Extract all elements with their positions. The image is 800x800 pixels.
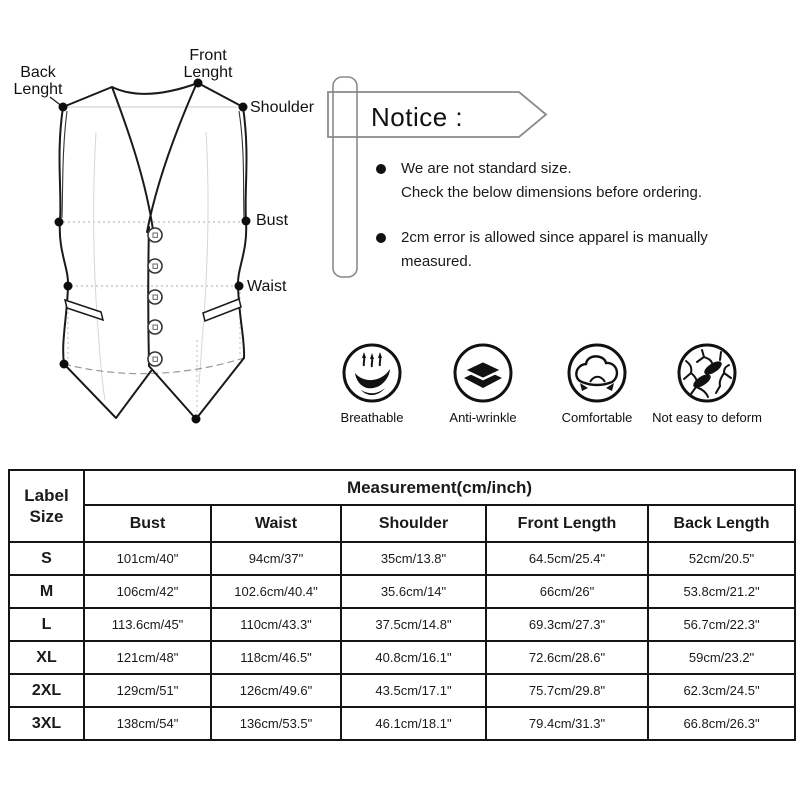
label-shoulder: Shoulder <box>250 99 315 116</box>
col-header-waist: Waist <box>211 505 341 542</box>
size-cell: S <box>9 542 84 575</box>
shoulder-cell: 37.5cm/14.8" <box>341 608 486 641</box>
front-length-cell: 64.5cm/25.4" <box>486 542 648 575</box>
label-back-length: Back Lenght <box>13 64 63 98</box>
bust-cell: 106cm/42" <box>84 575 211 608</box>
back-length-cell: 53.8cm/21.2" <box>648 575 795 608</box>
notice-bullet-1: We are not standard size. Check the below dimensions before ordering. <box>376 157 702 205</box>
notice-bullet-2: 2cm error is allowed since apparel is manually measured. <box>376 226 708 274</box>
table-row-m <box>9 575 795 608</box>
anti-wrinkle-icon <box>451 341 515 405</box>
feature-label: Comfortable <box>561 410 633 425</box>
button-icon <box>148 259 162 273</box>
size-cell: L <box>9 608 84 641</box>
table-row-l <box>9 608 795 641</box>
feature-not-easy-to-deform <box>647 341 767 425</box>
size-cell: M <box>9 575 84 608</box>
back-length-cell: 52cm/20.5" <box>648 542 795 575</box>
front-length-cell: 72.6cm/28.6" <box>486 641 648 674</box>
measurement-table <box>8 469 796 741</box>
group-header-measurement: Measurement(cm/inch) <box>84 470 795 505</box>
right-pocket <box>203 299 241 321</box>
waist-cell: 94cm/37" <box>211 542 341 575</box>
waist-cell: 102.6cm/40.4" <box>211 575 341 608</box>
back-length-cell: 62.3cm/24.5" <box>648 674 795 707</box>
bust-cell: 121cm/48" <box>84 641 211 674</box>
comfortable-icon <box>565 341 629 405</box>
table-row-3xl <box>9 707 795 740</box>
bust-cell: 101cm/40" <box>84 542 211 575</box>
size-cell: 2XL <box>9 674 84 707</box>
shoulder-cell: 43.5cm/17.1" <box>341 674 486 707</box>
waist-cell: 136cm/53.5" <box>211 707 341 740</box>
col-header-shoulder: Shoulder <box>341 505 486 542</box>
back-length-cell: 66.8cm/26.3" <box>648 707 795 740</box>
front-length-cell: 66cm/26" <box>486 575 648 608</box>
notice-title: Notice : <box>371 102 464 132</box>
button-icon <box>148 228 162 242</box>
front-length-cell: 69.3cm/27.3" <box>486 608 648 641</box>
shoulder-cell: 35cm/13.8" <box>341 542 486 575</box>
size-table <box>8 469 796 741</box>
table-row-2xl <box>9 674 795 707</box>
label-front-length: Front Lenght <box>183 47 233 81</box>
feature-label: Anti-wrinkle <box>449 410 517 425</box>
feature-label: Not easy to deform <box>652 410 762 425</box>
waist-cell: 118cm/46.5" <box>211 641 341 674</box>
size-cell: XL <box>9 641 84 674</box>
back-length-cell: 56.7cm/22.3" <box>648 608 795 641</box>
shoulder-cell: 40.8cm/16.1" <box>341 641 486 674</box>
front-length-cell: 79.4cm/31.3" <box>486 707 648 740</box>
feature-breathable <box>312 341 432 425</box>
bullet-icon <box>376 233 386 243</box>
no-deform-icon <box>675 341 739 405</box>
table-row-xl <box>9 641 795 674</box>
col-header-back-length: Back Length <box>648 505 795 542</box>
feature-label: Breathable <box>340 410 404 425</box>
col-header-bust: Bust <box>84 505 211 542</box>
back-length-cell: 59cm/23.2" <box>648 641 795 674</box>
shoulder-cell: 35.6cm/14" <box>341 575 486 608</box>
front-length-cell: 75.7cm/29.8" <box>486 674 648 707</box>
waist-cell: 126cm/49.6" <box>211 674 341 707</box>
col-header-front-length: Front Length <box>486 505 648 542</box>
bust-cell: 138cm/54" <box>84 707 211 740</box>
label-bust: Bust <box>256 212 289 229</box>
measure-point-dots <box>55 79 251 424</box>
bust-cell: 129cm/51" <box>84 674 211 707</box>
shoulder-cell: 46.1cm/18.1" <box>341 707 486 740</box>
bust-cell: 113.6cm/45" <box>84 608 211 641</box>
button-column <box>148 228 162 366</box>
notice-pole-shape <box>333 77 357 277</box>
breathable-icon <box>340 341 404 405</box>
left-pocket <box>65 300 103 320</box>
feature-anti-wrinkle <box>423 341 543 425</box>
corner-header-label-size: Label Size <box>9 470 84 542</box>
bullet-icon <box>376 164 386 174</box>
button-icon <box>148 290 162 304</box>
button-icon <box>148 320 162 334</box>
button-icon <box>148 352 162 366</box>
label-waist: Waist <box>247 278 287 295</box>
table-row-s <box>9 542 795 575</box>
waist-cell: 110cm/43.3" <box>211 608 341 641</box>
feature-comfortable <box>537 341 657 425</box>
size-cell: 3XL <box>9 707 84 740</box>
